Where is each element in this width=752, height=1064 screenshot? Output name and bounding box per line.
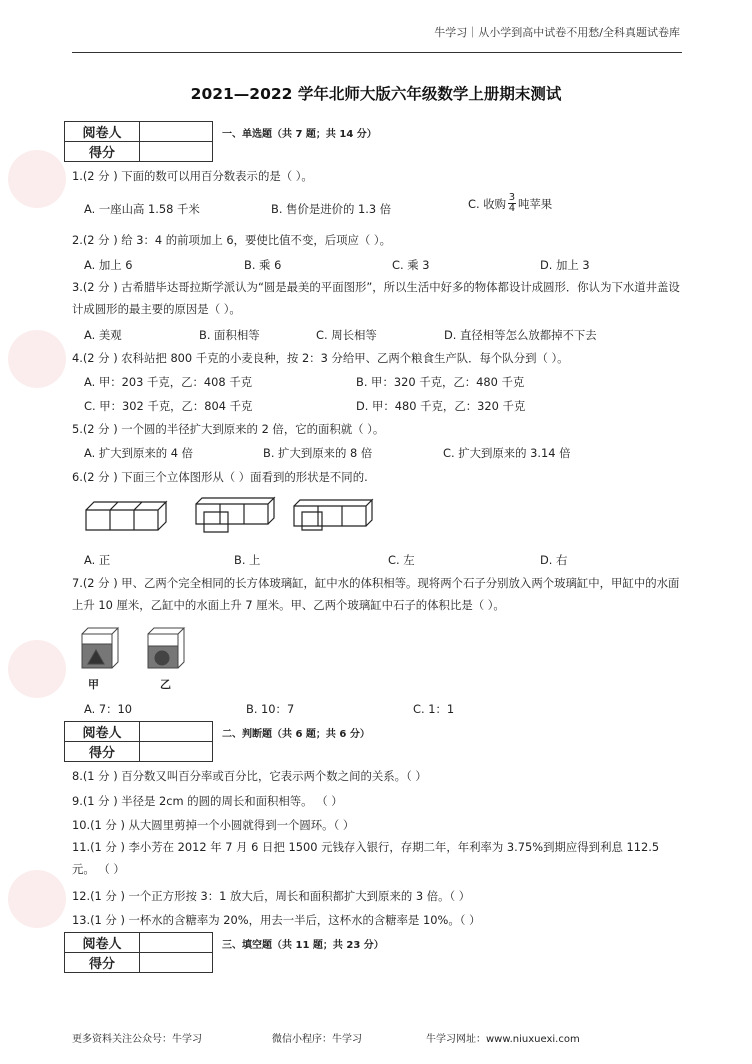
option-d: D. 直径相等怎么放都掉不下去 xyxy=(444,328,597,342)
reviewer-cell xyxy=(140,722,213,742)
option-c: C. 甲：302 千克，乙：804 千克 xyxy=(84,399,253,413)
question-4: 4.(2 分 ) 农科站把 800 千克的小麦良种，按 2：3 分给甲、乙两个粮食生产队．每个队分到（ ）。 xyxy=(72,351,569,365)
cube-figures xyxy=(80,494,380,534)
footer-website-link[interactable]: 牛学习网址：www.niuxuexi.com xyxy=(426,1034,580,1045)
question-6: 6.(2 分 ) 下面三个立体图形从（ ）面看到的形状是不同的. xyxy=(72,470,368,484)
watermark-logo xyxy=(8,330,66,388)
option-d: D. 右 xyxy=(540,553,568,567)
question-7: 7.(2 分 ) 甲、乙两个完全相同的长方体玻璃缸，缸中水的体积相等。现将两个石子分别放入两个玻璃缸中，甲缸中的水面上升 10 厘米，乙缸中的水面上升 7 厘米。甲、乙两个玻璃缸中石子的体积比是（ ）。 xyxy=(72,576,680,612)
option-c: C. 收购 $\frac{3}{4}$ 吨苹果 xyxy=(468,192,553,214)
option-d: D. 甲：480 千克，乙：320 千克 xyxy=(356,399,526,413)
option-b: B. 售价是进价的 1.3 倍 xyxy=(271,202,392,216)
score-label: 得分 xyxy=(65,953,140,973)
question-11: 11.(1 分 ) 李小芳在 2012 年 7 月 6 日把 1500 元钱存入银行，存期二年，年利率为 3.75%到期应得到利息 112.5 元。 （ ） xyxy=(72,840,660,876)
footer-miniprogram: 微信小程序：牛学习 xyxy=(272,1034,362,1045)
option-b: B. 10：7 xyxy=(246,702,295,716)
option-c: C. 乘 3 xyxy=(392,258,430,272)
reviewer-cell xyxy=(140,933,213,953)
score-cell xyxy=(140,742,213,762)
option-b: B. 上 xyxy=(234,553,261,567)
option-d: D. 加上 3 xyxy=(540,258,590,272)
question-9: 9.(1 分 ) 半径是 2cm 的圆的周长和面积相等。 （ ） xyxy=(72,794,343,808)
option-a: A. 甲：203 千克，乙：408 千克 xyxy=(84,375,253,389)
footer-wechat-account: 更多资料关注公众号：牛学习 xyxy=(72,1034,202,1045)
grader-table xyxy=(64,121,213,162)
option-a: A. 一座山高 1.58 千米 xyxy=(84,202,200,216)
watermark-logo xyxy=(8,640,66,698)
reviewer-label: 阅卷人 xyxy=(65,933,140,953)
option-c: C. 左 xyxy=(388,553,415,567)
score-label: 得分 xyxy=(65,742,140,762)
question-10: 10.(1 分 ) 从大圆里剪掉一个小圆就得到一个圆环。（ ） xyxy=(72,818,355,832)
option-c: C. 周长相等 xyxy=(316,328,377,342)
reviewer-cell xyxy=(140,122,213,142)
header-tagline: 牛学习｜从小学到高中试卷不用愁/全科真题试卷库 xyxy=(434,26,680,39)
label-yi: 乙 xyxy=(160,678,171,691)
option-b: B. 甲：320 千克，乙：480 千克 xyxy=(356,375,525,389)
page-title: 2021—2022 学年北师大版六年级数学上册期末测试 xyxy=(190,85,562,103)
fraction: $\frac{3}{4}$ xyxy=(508,192,516,214)
option-a: A. 扩大到原来的 4 倍 xyxy=(84,446,194,460)
option-c: C. 1：1 xyxy=(413,702,455,716)
score-label: 得分 xyxy=(65,142,140,162)
option-b: B. 扩大到原来的 8 倍 xyxy=(263,446,373,460)
question-3: 3.(2 分 ) 古希腊毕达哥拉斯学派认为“圆是最美的平面图形”，所以生活中好多的物体都设计成圆形．你认为下水道井盖设计成圆形的最主要的原因是（ ）。 xyxy=(72,280,680,316)
section-title: 一、单选题（共 7 题；共 14 分） xyxy=(222,129,377,140)
grader-table xyxy=(64,932,213,973)
reviewer-label: 阅卷人 xyxy=(65,722,140,742)
option-c: C. 扩大到原来的 3.14 倍 xyxy=(443,446,571,460)
option-a: A. 正 xyxy=(84,553,111,567)
question-13: 13.(1 分 ) 一杯水的含糖率为 20%，用去一半后，这杯水的含糖率是 10%。（ ） xyxy=(72,913,481,927)
grader-table xyxy=(64,721,213,762)
header-divider xyxy=(72,52,682,53)
question-5: 5.(2 分 ) 一个圆的半径扩大到原来的 2 倍，它的面积就（ ）。 xyxy=(72,422,385,436)
option-b: B. 面积相等 xyxy=(199,328,260,342)
question-2: 2.(2 分 ) 给 3：4 的前项加上 6，要使比值不变，后项应（ ）。 xyxy=(72,233,391,247)
option-a: A. 美观 xyxy=(84,328,122,342)
question-8: 8.(1 分 ) 百分数又叫百分率或百分比，它表示两个数之间的关系。（ ） xyxy=(72,769,427,783)
watermark-logo xyxy=(8,870,66,928)
question-12: 12.(1 分 ) 一个正方形按 3：1 放大后，周长和面积都扩大到原来的 3 倍。（ ） xyxy=(72,889,471,903)
watermark-logo xyxy=(8,150,66,208)
question-1: 1.(2 分 ) 下面的数可以用百分数表示的是（ ）。 xyxy=(72,169,313,183)
option-b: B. 乘 6 xyxy=(244,258,282,272)
score-cell xyxy=(140,142,213,162)
option-a: A. 加上 6 xyxy=(84,258,133,272)
section-title: 三、填空题（共 11 题；共 23 分） xyxy=(222,940,384,951)
label-jia: 甲 xyxy=(88,678,99,691)
glass-tanks-figure xyxy=(76,624,196,674)
section-title: 二、判断题（共 6 题；共 6 分） xyxy=(222,729,370,740)
option-a: A. 7：10 xyxy=(84,702,132,716)
reviewer-label: 阅卷人 xyxy=(65,122,140,142)
score-cell xyxy=(140,953,213,973)
